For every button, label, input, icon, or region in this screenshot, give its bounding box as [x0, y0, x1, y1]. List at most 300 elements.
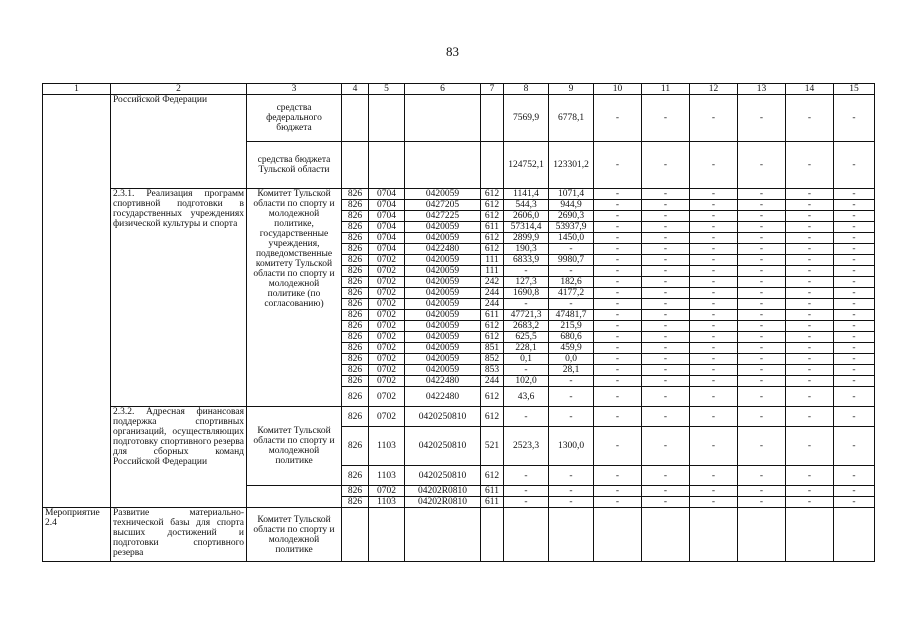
value-dash: -: [738, 266, 786, 277]
empty-cell: [504, 508, 549, 562]
column-header: 2: [111, 84, 247, 95]
column-header: 4: [342, 84, 369, 95]
code-cell: 0420059: [405, 277, 481, 288]
value-dash: -: [738, 387, 786, 407]
column-header: 13: [738, 84, 786, 95]
value-dash: -: [834, 310, 875, 321]
code-cell: 0702: [369, 277, 405, 288]
value-dash: -: [786, 200, 834, 211]
code-cell: 826: [342, 288, 369, 299]
code-cell: 0702: [369, 343, 405, 354]
value-dash: -: [738, 200, 786, 211]
value-dash: -: [834, 299, 875, 310]
value-dash: -: [738, 142, 786, 189]
value-dash: -: [834, 365, 875, 376]
funding-source: средства бюджета Тульской области: [247, 142, 342, 189]
code-cell: 53937,9: [549, 222, 594, 233]
code-cell: 611: [481, 497, 504, 508]
code-cell: 0420059: [405, 332, 481, 343]
value-dash: -: [786, 299, 834, 310]
value-dash: -: [786, 310, 834, 321]
value-dash: -: [642, 365, 690, 376]
empty-cell: [369, 95, 405, 142]
value-dash: -: [594, 255, 642, 266]
code-cell: 4177,2: [549, 288, 594, 299]
event-title-cell: Развитие материально-технической базы для спорта высших достижений и подготовки спортивного резерва: [111, 508, 247, 562]
value-dash: -: [690, 321, 738, 332]
value-dash: -: [594, 321, 642, 332]
code-cell: 0427205: [405, 200, 481, 211]
value-dash: -: [738, 233, 786, 244]
code-cell: 826: [342, 497, 369, 508]
code-cell: 0704: [369, 244, 405, 255]
value-dash: -: [642, 497, 690, 508]
code-cell: 0420059: [405, 266, 481, 277]
value-dash: -: [834, 266, 875, 277]
code-cell: 0702: [369, 376, 405, 387]
code-cell: 826: [342, 233, 369, 244]
value-dash: -: [690, 244, 738, 255]
code-cell: -: [549, 466, 594, 486]
value-dash: -: [786, 343, 834, 354]
value-dash: -: [690, 407, 738, 427]
header-row: [43, 84, 875, 95]
code-cell: 127,3: [504, 277, 549, 288]
value-dash: -: [594, 288, 642, 299]
value-dash: -: [786, 266, 834, 277]
code-cell: 944,9: [549, 200, 594, 211]
value-dash: -: [834, 387, 875, 407]
code-cell: 0420059: [405, 222, 481, 233]
code-cell: 0422480: [405, 387, 481, 407]
value-2017: 6778,1: [549, 95, 594, 142]
value-dash: -: [834, 222, 875, 233]
code-cell: 826: [342, 200, 369, 211]
code-cell: 612: [481, 200, 504, 211]
code-cell: 2606,0: [504, 211, 549, 222]
budget-table: [42, 83, 875, 562]
value-dash: -: [834, 200, 875, 211]
code-cell: 04202R0810: [405, 497, 481, 508]
code-cell: -: [504, 299, 549, 310]
value-dash: -: [786, 407, 834, 427]
value-dash: -: [594, 427, 642, 466]
column-header: 10: [594, 84, 642, 95]
code-cell: 190,3: [504, 244, 549, 255]
column-header: 7: [481, 84, 504, 95]
value-dash: -: [786, 222, 834, 233]
code-cell: 826: [342, 365, 369, 376]
code-cell: 826: [342, 189, 369, 200]
code-cell: -: [549, 387, 594, 407]
page-number: 83: [446, 44, 459, 59]
value-dash: -: [738, 354, 786, 365]
value-dash: -: [642, 486, 690, 497]
value-dash: -: [642, 255, 690, 266]
value-dash: -: [834, 466, 875, 486]
value-dash: -: [786, 189, 834, 200]
value-dash: -: [690, 310, 738, 321]
value-dash: -: [594, 387, 642, 407]
code-cell: 102,0: [504, 376, 549, 387]
value-dash: -: [834, 233, 875, 244]
code-cell: 0422480: [405, 376, 481, 387]
code-cell: 215,9: [549, 321, 594, 332]
column-header: 12: [690, 84, 738, 95]
code-cell: 826: [342, 277, 369, 288]
value-dash: -: [690, 486, 738, 497]
value-dash: -: [594, 466, 642, 486]
value-dash: -: [690, 189, 738, 200]
value-dash: -: [786, 486, 834, 497]
value-dash: -: [786, 376, 834, 387]
code-cell: 2683,2: [504, 321, 549, 332]
code-cell: 0,0: [549, 354, 594, 365]
value-dash: -: [690, 427, 738, 466]
value-dash: -: [594, 95, 642, 142]
value-dash: -: [738, 486, 786, 497]
value-dash: -: [642, 200, 690, 211]
code-cell: -: [549, 497, 594, 508]
value-dash: -: [834, 486, 875, 497]
code-cell: 0,1: [504, 354, 549, 365]
value-dash: -: [594, 266, 642, 277]
value-dash: -: [642, 310, 690, 321]
value-dash: -: [786, 288, 834, 299]
value-dash: -: [786, 142, 834, 189]
value-dash: -: [642, 189, 690, 200]
value-dash: -: [834, 189, 875, 200]
code-cell: 57314,4: [504, 222, 549, 233]
value-dash: -: [594, 310, 642, 321]
executor-cell: Комитет Тульской области по спорту и молодежной политике: [247, 407, 342, 486]
value-dash: -: [690, 211, 738, 222]
value-dash: -: [834, 354, 875, 365]
code-cell: 826: [342, 354, 369, 365]
code-cell: -: [549, 486, 594, 497]
code-cell: -: [549, 299, 594, 310]
value-dash: -: [786, 332, 834, 343]
value-dash: -: [738, 376, 786, 387]
value-dash: -: [594, 354, 642, 365]
code-cell: 826: [342, 266, 369, 277]
empty-cell: [786, 508, 834, 562]
code-cell: 826: [342, 387, 369, 407]
code-cell: 0420250810: [405, 407, 481, 427]
code-cell: 612: [481, 244, 504, 255]
code-cell: 826: [342, 255, 369, 266]
value-dash: -: [690, 266, 738, 277]
value-dash: -: [594, 299, 642, 310]
code-cell: 242: [481, 277, 504, 288]
budget-row: [43, 189, 875, 200]
budget-row: [43, 407, 875, 427]
value-dash: -: [642, 321, 690, 332]
event-title-cell: Российской Федерации: [111, 95, 247, 189]
code-cell: 459,9: [549, 343, 594, 354]
value-dash: -: [690, 288, 738, 299]
value-dash: -: [690, 95, 738, 142]
value-dash: -: [594, 233, 642, 244]
code-cell: 28,1: [549, 365, 594, 376]
value-dash: -: [690, 255, 738, 266]
value-dash: -: [594, 244, 642, 255]
value-dash: -: [834, 277, 875, 288]
value-dash: -: [594, 277, 642, 288]
value-dash: -: [594, 376, 642, 387]
code-cell: 612: [481, 332, 504, 343]
value-dash: -: [594, 222, 642, 233]
value-dash: -: [738, 222, 786, 233]
value-dash: -: [834, 211, 875, 222]
value-dash: -: [690, 343, 738, 354]
value-dash: -: [786, 321, 834, 332]
event-label-cell: Мероприятие 2.4: [43, 508, 111, 562]
code-cell: 0420059: [405, 365, 481, 376]
value-dash: -: [738, 365, 786, 376]
empty-cell: [481, 508, 504, 562]
code-cell: 2523,3: [504, 427, 549, 466]
code-cell: 612: [481, 466, 504, 486]
value-dash: -: [834, 376, 875, 387]
code-cell: 2899,9: [504, 233, 549, 244]
executor-cell: [247, 486, 342, 508]
value-dash: -: [738, 343, 786, 354]
empty-cell: [342, 142, 369, 189]
code-cell: 0420059: [405, 299, 481, 310]
code-cell: 0420059: [405, 233, 481, 244]
value-dash: -: [786, 233, 834, 244]
value-dash: -: [594, 486, 642, 497]
code-cell: 1450,0: [549, 233, 594, 244]
code-cell: 0704: [369, 200, 405, 211]
code-cell: 826: [342, 343, 369, 354]
code-cell: 826: [342, 332, 369, 343]
value-dash: -: [642, 332, 690, 343]
code-cell: 0702: [369, 332, 405, 343]
event-label-cell: [43, 95, 111, 508]
code-cell: 826: [342, 466, 369, 486]
code-cell: 1690,8: [504, 288, 549, 299]
code-cell: 0702: [369, 288, 405, 299]
code-cell: 826: [342, 486, 369, 497]
code-cell: 0702: [369, 407, 405, 427]
code-cell: 826: [342, 407, 369, 427]
column-header: 9: [549, 84, 594, 95]
value-dash: -: [738, 255, 786, 266]
value-dash: -: [690, 365, 738, 376]
code-cell: 0420059: [405, 343, 481, 354]
column-header: 3: [247, 84, 342, 95]
value-dash: -: [690, 376, 738, 387]
value-dash: -: [786, 354, 834, 365]
code-cell: 1103: [369, 497, 405, 508]
code-cell: -: [504, 266, 549, 277]
code-cell: -: [504, 365, 549, 376]
funding-row: [43, 95, 875, 142]
value-dash: -: [834, 407, 875, 427]
value-dash: -: [642, 288, 690, 299]
value-dash: -: [594, 343, 642, 354]
code-cell: 0704: [369, 211, 405, 222]
value-dash: -: [642, 95, 690, 142]
code-cell: 1103: [369, 427, 405, 466]
code-cell: 6833,9: [504, 255, 549, 266]
code-cell: 0420059: [405, 288, 481, 299]
value-dash: -: [642, 343, 690, 354]
value-dash: -: [594, 211, 642, 222]
value-dash: -: [690, 200, 738, 211]
event-title-cell: 2.3.2. Адресная финансовая поддержка спортивных организаций, осуществляющих подготовку спортивного резерва для сборных команд Российской Федерации: [111, 407, 247, 508]
code-cell: 0702: [369, 354, 405, 365]
empty-cell: [369, 142, 405, 189]
code-cell: -: [504, 497, 549, 508]
value-dash: -: [642, 244, 690, 255]
value-dash: -: [738, 427, 786, 466]
value-dash: -: [834, 321, 875, 332]
code-cell: 0420059: [405, 354, 481, 365]
value-dash: -: [834, 343, 875, 354]
value-dash: -: [690, 354, 738, 365]
value-dash: -: [690, 387, 738, 407]
value-dash: -: [738, 95, 786, 142]
value-dash: -: [594, 142, 642, 189]
code-cell: 182,6: [549, 277, 594, 288]
code-cell: 0420059: [405, 310, 481, 321]
code-cell: 0704: [369, 233, 405, 244]
empty-cell: [642, 508, 690, 562]
code-cell: 0420059: [405, 321, 481, 332]
code-cell: 1071,4: [549, 189, 594, 200]
code-cell: 244: [481, 376, 504, 387]
code-cell: 625,5: [504, 332, 549, 343]
value-dash: -: [786, 497, 834, 508]
code-cell: -: [549, 376, 594, 387]
value-dash: -: [594, 200, 642, 211]
column-header: 8: [504, 84, 549, 95]
code-cell: 680,6: [549, 332, 594, 343]
value-dash: -: [690, 142, 738, 189]
value-dash: -: [738, 497, 786, 508]
code-cell: 47721,3: [504, 310, 549, 321]
event-row: [43, 508, 875, 562]
funding-source: средства федерального бюджета: [247, 95, 342, 142]
code-cell: 228,1: [504, 343, 549, 354]
code-cell: 612: [481, 387, 504, 407]
value-dash: -: [594, 332, 642, 343]
code-cell: 0704: [369, 222, 405, 233]
code-cell: 826: [342, 222, 369, 233]
code-cell: 826: [342, 376, 369, 387]
value-dash: -: [834, 427, 875, 466]
code-cell: -: [549, 266, 594, 277]
code-cell: 544,3: [504, 200, 549, 211]
code-cell: 852: [481, 354, 504, 365]
value-dash: -: [738, 466, 786, 486]
code-cell: -: [504, 407, 549, 427]
code-cell: 0420250810: [405, 427, 481, 466]
value-dash: -: [642, 376, 690, 387]
value-dash: -: [594, 189, 642, 200]
code-cell: 826: [342, 321, 369, 332]
code-cell: 0702: [369, 299, 405, 310]
code-cell: 0702: [369, 365, 405, 376]
value-dash: -: [738, 211, 786, 222]
column-header: 6: [405, 84, 481, 95]
value-dash: -: [834, 288, 875, 299]
value-2016: 124752,1: [504, 142, 549, 189]
value-2017: 123301,2: [549, 142, 594, 189]
value-dash: -: [738, 244, 786, 255]
value-dash: -: [642, 299, 690, 310]
code-cell: 1141,4: [504, 189, 549, 200]
code-cell: 0422480: [405, 244, 481, 255]
value-dash: -: [738, 310, 786, 321]
code-cell: 1300,0: [549, 427, 594, 466]
value-dash: -: [834, 332, 875, 343]
code-cell: 9980,7: [549, 255, 594, 266]
code-cell: 0702: [369, 266, 405, 277]
value-dash: -: [834, 142, 875, 189]
value-dash: -: [834, 95, 875, 142]
event-title-cell: 2.3.1. Реализация программ спортивной подготовки в государственных учреждениях физической культуры и спорта: [111, 189, 247, 407]
value-dash: -: [786, 244, 834, 255]
code-cell: 612: [481, 407, 504, 427]
code-cell: 0704: [369, 189, 405, 200]
value-dash: -: [642, 211, 690, 222]
code-cell: 0702: [369, 310, 405, 321]
code-cell: 611: [481, 310, 504, 321]
value-dash: -: [690, 222, 738, 233]
value-dash: -: [786, 365, 834, 376]
value-dash: -: [642, 407, 690, 427]
value-dash: -: [786, 211, 834, 222]
code-cell: 0420059: [405, 189, 481, 200]
code-cell: 0702: [369, 255, 405, 266]
code-cell: 612: [481, 211, 504, 222]
code-cell: 2690,3: [549, 211, 594, 222]
code-cell: 851: [481, 343, 504, 354]
value-dash: -: [834, 255, 875, 266]
code-cell: 826: [342, 299, 369, 310]
code-cell: 612: [481, 233, 504, 244]
empty-cell: [342, 508, 369, 562]
value-dash: -: [642, 266, 690, 277]
value-dash: -: [642, 142, 690, 189]
value-dash: -: [690, 277, 738, 288]
column-header: 1: [43, 84, 111, 95]
value-2016: 7569,9: [504, 95, 549, 142]
code-cell: -: [549, 407, 594, 427]
empty-cell: [405, 508, 481, 562]
value-dash: -: [690, 497, 738, 508]
empty-cell: [405, 142, 481, 189]
empty-cell: [690, 508, 738, 562]
code-cell: 0420059: [405, 255, 481, 266]
empty-cell: [481, 95, 504, 142]
value-dash: -: [786, 387, 834, 407]
value-dash: -: [642, 222, 690, 233]
empty-cell: [834, 508, 875, 562]
column-header: 11: [642, 84, 690, 95]
empty-cell: [405, 95, 481, 142]
value-dash: -: [738, 407, 786, 427]
code-cell: 0702: [369, 321, 405, 332]
code-cell: 111: [481, 255, 504, 266]
empty-cell: [481, 142, 504, 189]
code-cell: 826: [342, 244, 369, 255]
value-dash: -: [834, 244, 875, 255]
